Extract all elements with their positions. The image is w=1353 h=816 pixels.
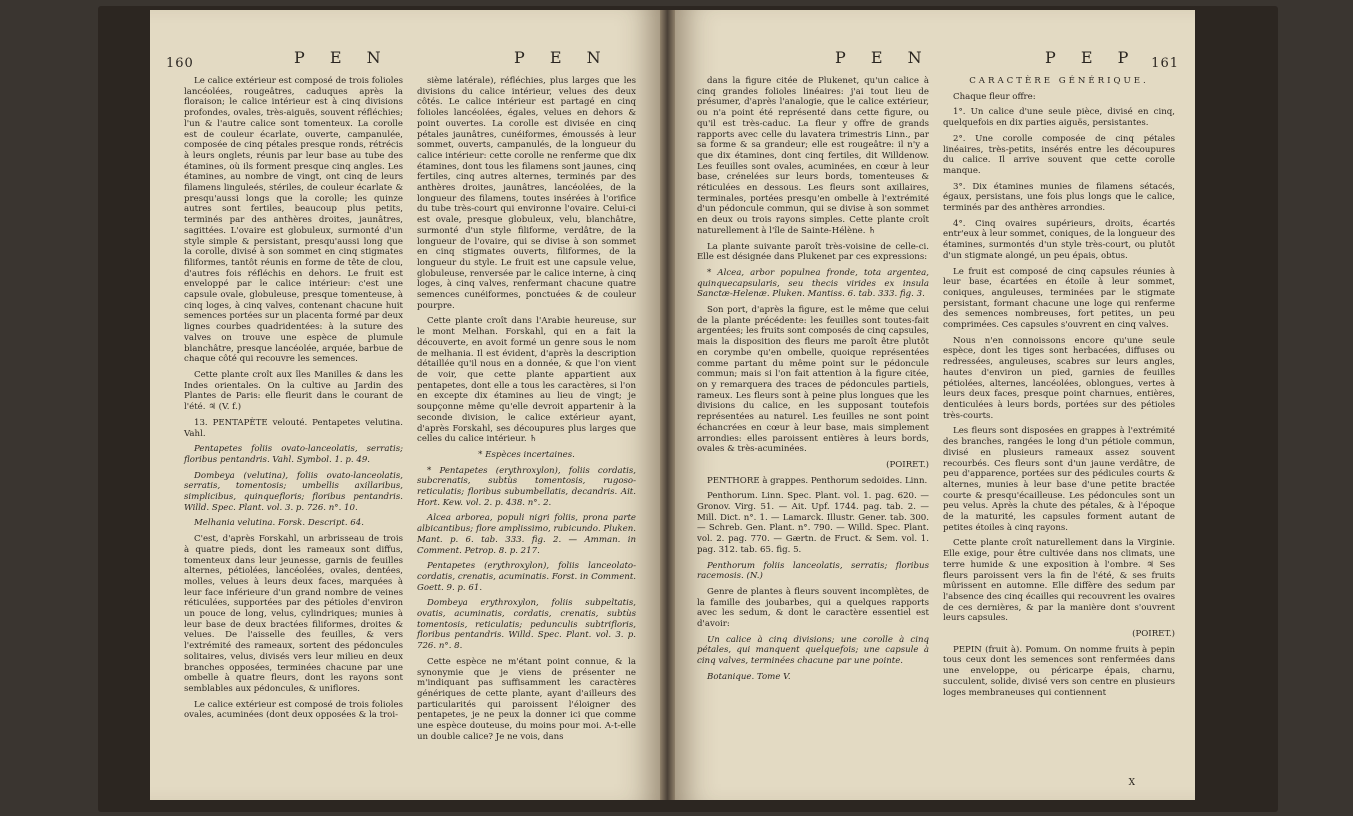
paragraph: Son port, d'après la figure, est le même que celui de la plante précédente: les feuilles sont toutes-fait argentées; les fruits sont composés de cinq capsules, mais la disposition des fleurs me paroît être plutôt en corymbe qu'en ombelle, quoique représentées comme partant du même point sur le pédoncule commun; mais si l'on fait attention à la figure citée, on y remarquera des traces de pédoncules partiels, rameux. Les fleurs sont à peine plus longues que les divisions du calice, en les supposant toutefois représentées au naturel. Les feuilles ne sont point échancrées en cœur à leur base, mais simplement arrondies: elles paroissent entières à leurs bords, ovales & très-acuminées. [697,305,929,455]
paragraph: Pentapetes (erythroxylon), foliis lanceolato-cordatis, crenatis, acuminatis. Forst. in Comment. Goett. 9. p. 61. [417,561,636,593]
paragraph: La plante suivante paroît très-voisine de celle-ci. Elle est désignée dans Plukenet par ces expressions: [697,241,929,263]
left-header-title-1: P E N [294,48,391,67]
author-signature: (POIRET.) [1132,629,1175,640]
paragraph: Chaque fleur offre: [953,91,1036,102]
paragraph: Les fleurs sont disposées en grappes à l'extrémité des branches, rangées le long d'un pétiole commun, divisé en plusieurs rameaux assez souvent recourbés. Ces fleurs sont d'un jaune verdâtre, de peu d'apparence, portées sur des pédicules courts & alternes, munies à leur base d'une petite bractée courte & presqu'écailleuse. Les pédoncules sont un peu velus. Après la chute des pétales, & à l'époque de la maturité, les capsules forment autant de petites étoiles à cinq rayons. [943,426,1175,533]
left-page-number: 160 [166,56,194,71]
paragraph: 1°. Un calice d'une seule pièce, divisé en cinq, quelquefois en dix parties aiguës, persistantes. [943,107,1175,129]
paragraph: Dombeya erythroxylon, foliis subpeltatis, ovatis, acuminatis, cordatis, crenatis, subtùs tomentosis, reticulatis; pedunculis subtrifloris, floribus pentandris. Willd. Spec. Plant. vol. 3. p. 726. n°. 8. [417,598,636,652]
paragraph: Cette plante croît naturellement dans la Virginie. Elle exige, pour être cultivée dans nos climats, une terre humide & une exposition à l'ombre. ♃ Ses fleurs paroissent vers la fin de l'été, & ses fruits mûrissent en automne. Elle diffère des sedum par l'absence des cinq écailles qui recouvrent les ovaires de ces dernières, & par la manière dont s'ouvrent leurs capsules. [943,538,1175,624]
paragraph: * Alcea, arbor populnea fronde, tota argentea, quinquecapsularis, seu thecis virides ex insula Sanctæ-Helenæ. Pluken. Mantiss. 6. tab. 333. fig. 3. [697,267,929,300]
paragraph: 13. PENTAPÈTE velouté. Pentapetes velutina. Vahl. [184,417,403,439]
paragraph: PENTHORE à grappes. Penthorum sedoides. Linn. [707,475,928,486]
paragraph: Le calice extérieur est composé de trois folioles ovales, acuminées (dont deux opposées & la troi- [184,699,403,721]
volume-footer: Botanique. Tome V. [707,671,791,682]
section-heading: * Espèces incertaines. [478,449,575,460]
paragraph: Cette plante croît aux îles Manilles & dans les Indes orientales. On la cultive au Jardin des Plantes de Paris: elle fleurit dans le courant de l'été. ♃ (V. f.) [184,369,403,413]
right-column-1 [697,76,929,703]
paragraph: Nous n'en connoissons encore qu'une seule espèce, dont les tiges sont herbacées, diffuses ou redressées, anguleuses, scabres sur leurs angles, hautes d'environ un pied, garnies de feuilles pétiolées, alternes, lancéolées, oblongues, vertes à leurs deux faces, presque point charnues, entières, denticulées à leurs bords, portées sur des pétioles très-courts. [943,335,1175,421]
paragraph: sième latérale), réfléchies, plus larges que les divisions du calice intérieur, velues des deux côtés. Le calice intérieur est partagé en cinq folioles lancéolées, égales, velues en dehors & point ouvertes. La corolle est divisée en cinq pétales jaunâtres, cunéiformes, émoussés à leur sommet, ouverts, campanulés, de la longueur du calice intérieur: cette corolle ne renferme que dix étamines, dont tous les filamens sont jaunes, cinq fertiles, cinq autres alternes, terminés par des anthères droites, jaunâtres, lancéolées, de la longueur des filamens, toutes insérées à l'orifice du tube très-court qui environne l'ovaire. Celui-ci est ovale, presque globuleux, velu, blanchâtre, surmonté d'un style filiforme, verdâtre, de la longueur de l'ovaire, qui se divise à son sommet en cinq stigmates ouverts, filiformes, de la longueur du style. Le fruit est une capsule velue, globuleuse, renversée par le calice interne, à cinq loges, à cinq valves, renfermant chacune quatre semences cunéiformes, ponctuées & de couleur pourpre. [417,76,636,311]
paragraph: Penthorum foliis lanceolatis, serratis; floribus racemosis. (N.) [697,560,929,582]
book-gutter [660,10,675,800]
right-header-title-2: P E P [1045,48,1139,67]
paragraph: Cette espèce ne m'étant point connue, & la synonymie que je viens de présenter ne m'indiquant pas suffisamment les caractères génériques de cette plante, ayant d'ailleurs des particularités qui paroissent l'éloigner des pentapetes, je ne peux la donner ici que comme une espèce douteuse, du moins pour moi. A-t-elle un double calice? Je ne vois, dans [417,656,636,742]
paragraph: 4°. Cinq ovaires supérieurs, droits, écartés entr'eux à leur sommet, coniques, de la longueur des étamines, surmontés d'un style très-court, ou plutôt d'un stigmate alongé, un peu épais, obtus. [943,218,1175,261]
paragraph: Penthorum. Linn. Spec. Plant. vol. 1. pag. 620. — Gronov. Virg. 51. — Ait. Upf. 1744. pag. tab. 2. — Mill. Dict. n°. 1. — Lamarck. Illustr. Gener. tab. 300. — Schreb. Gen. Plant. n°. 790. — Willd. Spec. Plant. vol. 2. pag. 770. — Gærtn. de Fruct. & Sem. vol. 1. pag. 312. tab. 65. fig. 5. [697,491,929,555]
right-page [675,10,1195,800]
paragraph: Cette plante croît dans l'Arabie heureuse, sur le mont Melhan. Forskahl, qui en a fait la découverte, en avoit formé un genre sous le nom de melhania. Il est évident, d'après la description détaillée qu'il nous en a donnée, & que l'on vient de voir, que cette plante appartient aux pentapetes, dont elle a tous les caractères, si l'on en excepte dix étamines au lieu de vingt; je soupçonne même qu'elle devroit appartenir à la seconde division, le calice extérieur ayant, d'après Forskahl, ses découpures plus larges que celles du calice intérieur. ♄ [417,316,636,445]
signature-mark: X [1128,778,1135,788]
paragraph: 3°. Dix étamines munies de filamens sétacés, égaux, persistans, une fois plus longs que le calice, terminés par des anthères arrondies. [943,181,1175,214]
paragraph: Alcea arborea, populi nigri foliis, prona parte albicantibus; flore amplissimo, rubicundo. Pluken. Mant. p. 6. tab. 333. fig. 2. — Amman. in Comment. Petrop. 8. p. 217. [417,513,636,556]
paragraph: PEPIN (fruit à). Pomum. On nomme fruits à pepin tous ceux dont les semences sont renfermées dans une enveloppe, ou péricarpe épais, charnu, succulent, solide, divisé vers son centre en plusieurs loges membraneuses qui contiennent [943,644,1175,698]
paragraph: Dombeya (velutina), foliis ovato-lanceolatis, serratis, tomentosis; umbellis axillaribus, simplicibus, quinquefloris; floribus pentandris. Willd. Spec. Plant. vol. 3. p. 726. n°. 10. [184,470,403,513]
paragraph: C'est, d'après Forskahl, un arbrisseau de trois à quatre pieds, dont les rameaux sont diffus, tomenteux dans leur jeunesse, garnis de feuilles alternes, pétiolées, lancéolées, ovales, dentées, molles, velues à leurs deux faces, marquées à leur face inférieure d'un grand nombre de veines réticulées, supportées par des pétioles d'environ un pouce de long, velus, cylindriques; munies à leur base de deux bractées filiformes, droites & velues. De l'aisselle des feuilles, & vers l'extrémité des rameaux, sortent des pédoncules solitaires, velus, divisés vers leur milieu en deux branches opposées, terminées chacune par une ombelle à quatre fleurs, dont les rayons sont semblables aux pédoncules, & uniflores. [184,534,403,694]
paragraph: 2°. Une corolle composée de cinq pétales linéaires, très-petits, insérés entre les découpures du calice. Il arrive souvent que cette corolle manque. [943,133,1175,176]
left-column-2 [417,76,636,747]
right-running-head [705,10,1179,71]
left-page [150,10,660,800]
paragraph: dans la figure citée de Plukenet, qu'un calice à cinq grandes folioles linéaires: j'ai tout lieu de présumer, d'après l'analogie, que le calice extérieur, ou n'a point été représenté dans cette figure, ou qu'il est très-caduc. La fleur y offre de grands rapports avec celle du lavatera trimestris Linn., par sa forme & sa grandeur; elle est rougeâtre: il n'y a que dix étamines, dont cinq fertiles, dit Willdenow. Les feuilles sont ovales, acuminées, en cœur à leur base, crénelées sur leurs bords, tomenteuses & réticulées en dessous. Les fleurs sont axillaires, terminales, portées presqu'en ombelle à l'extrémité d'un pédoncule commun, qui se divise à son sommet en deux ou trois rayons simples. Cette plante croît naturellement à l'île de Sainte-Hélène. ♄ [697,76,929,236]
left-column-1 [184,76,403,747]
paragraph: Le calice extérieur est composé de trois folioles lancéolées, rougeâtres, caduques après la floraison; le calice intérieur est à cinq divisions profondes, ovales, très-aiguës, souvent réfléchies; l'un & l'autre calice sont tomenteux. La corolle est de couleur écarlate, ouverte, campanulée, composée de cinq pétales presque ronds, rétrécis à leurs onglets, réunis par leur base au tube des étamines, où ils forment presque cinq angles. Les étamines, au nombre de vingt, ont cinq de leurs filamens linguleés, stériles, de couleur écarlate & presqu'aussi longs que la corolle; les quinze autres sont fertiles, beaucoup plus petits, terminés par des anthères droites, jaunâtres, sagittées. L'ovaire est globuleux, surmonté d'un style simple & persistant, presqu'aussi long que la corolle, divisé à son sommet en cinq stigmates filiformes, tantôt réunis en forme de tête de clou, d'autres fois réfléchis en dehors. Le fruit est enveloppé par le calice intérieur: c'est une capsule ovale, globuleuse, presque tomenteuse, à cinq loges, à cinq valves, contenant chacune huit semences portées sur un placenta formé par deux lignes courbes quadridentées: à la suture des valves on trouve une espèce de plumule blanchâtre, presque lancéolée, arquée, barbue de chaque côté qui recouvre les semences. [184,76,403,365]
left-page-columns [184,76,636,747]
paragraph: Un calice à cinq divisions; une corolle à cinq pétales, qui manquent quelquefois; une capsule à cinq valves, terminées chacune par une pointe. [697,634,929,667]
right-page-number: 161 [1151,56,1179,71]
right-page-columns [697,76,1175,703]
paragraph: * Pentapetes (erythroxylon), foliis cordatis, subcrenatis, subtùs tomentosis, rugoso-reticulatis; floribus subumbellatis, decandris. Ait. Hort. Kew. vol. 2. p. 438. n°. 2. [417,465,636,508]
author-signature: (POIRET.) [886,459,929,470]
section-heading: CARACTÈRE GÉNÉRIQUE. [969,76,1149,86]
right-column-2 [943,76,1175,703]
paragraph: Melhania velutina. Forsk. Descript. 64. [194,518,364,529]
paragraph: Genre de plantes à fleurs souvent incomplètes, de la famille des joubarbes, qui a quelques rapports avec les sedum, & dont le caractère essentiel est d'avoir: [697,586,929,630]
right-header-title-1: P E N [835,48,932,67]
left-running-head [166,10,636,71]
paragraph: Le fruit est composé de cinq capsules réunies à leur base, écartées en étoile à leur sommet, coniques, anguleuses, terminées par le stigmate persistant, formant chacune une loge qui renferme des semences nombreuses, fort petites, un peu comprimées. Ces capsules s'ouvrent en cinq valves. [943,266,1175,331]
left-header-title-2: P E N [514,48,611,67]
paragraph: Pentapetes foliis ovato-lanceolatis, serratis; floribus pentandris. Vahl. Symbol. 1. p. 49. [184,444,403,465]
